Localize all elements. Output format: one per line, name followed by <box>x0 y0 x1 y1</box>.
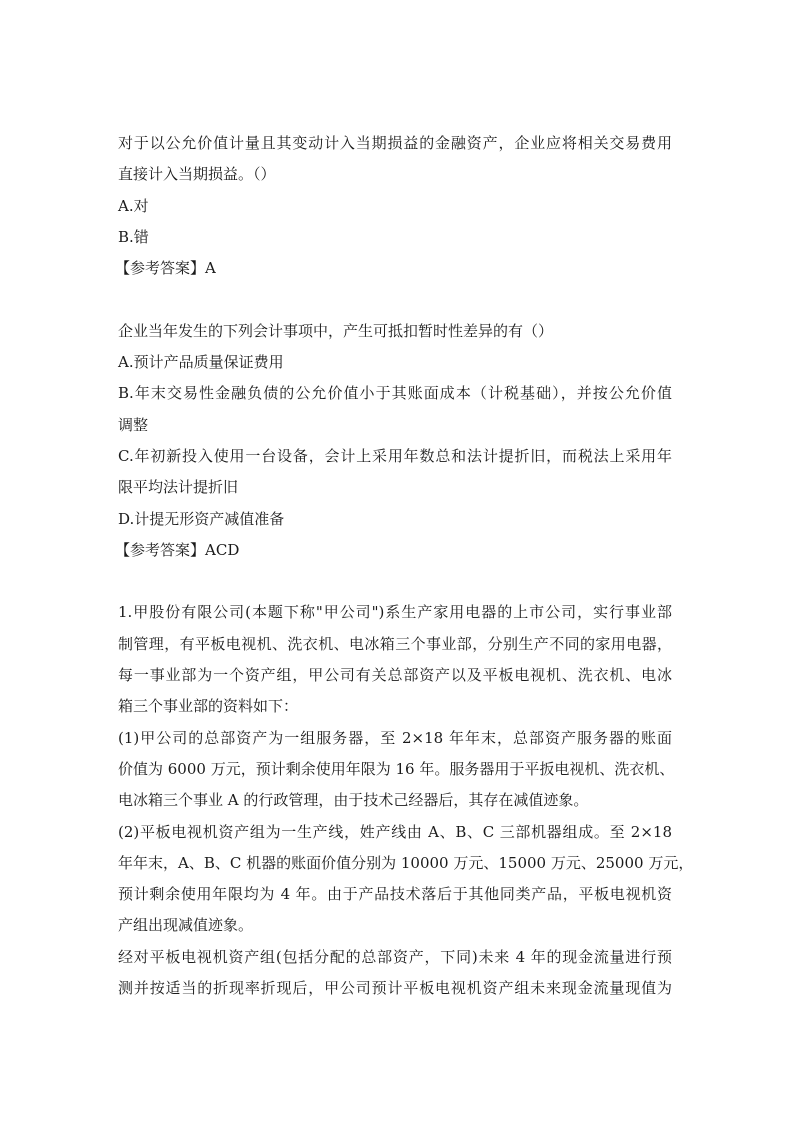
answer-value: ACD <box>205 540 240 559</box>
spacer <box>118 566 674 597</box>
option-d: D.计提无形资产减值准备 <box>118 509 285 528</box>
answer-label: 【参考答案】 <box>115 259 206 278</box>
paragraph-line: 价值为 6000 万元，预计剩余使用年限为 16 年。服务器用于平扳电视机、洗衣机、 <box>118 759 675 778</box>
question-stem-line: 企业当年发生的下列会计事项中，产生可抵扣暂时性差异的有（） <box>118 321 554 340</box>
question-3 <box>118 597 694 1004</box>
option-c-continued: 限平均法计提折旧 <box>118 478 239 497</box>
option-c: C.年初新投入使用一台设备，会计上采用年数总和法计提折旧，而税法上采用年 <box>118 446 672 465</box>
reference-answer <box>115 535 674 566</box>
paragraph-line: 经对平板电视机资产组(包括分配的总部资产，下同)未来 4 年的现金流量进行预 <box>118 947 672 966</box>
paragraph-line: (2)平板电视机资产组为一生产线，姓产线由 A、B、C 三部机器组成。至 2×18 <box>118 822 672 841</box>
question-2 <box>115 316 674 566</box>
option-b: B.错 <box>118 227 149 246</box>
spacer <box>118 284 674 315</box>
document-page <box>115 128 694 1004</box>
option-a: A.预计产品质量保证费用 <box>118 353 284 372</box>
paragraph-line: 箱三个事业部的资料如下： <box>118 697 299 716</box>
paragraph-line: 预计剩余使用年限均为 4 年。由于产品技术落后于其他同类产品，平板电视机资 <box>118 885 672 904</box>
paragraph-line: 1.甲股份有限公司(本题下称"甲公司")系生产家用电器的上市公司，实行事业部 <box>118 603 672 622</box>
reference-answer <box>115 253 674 284</box>
item-1-paragraph <box>118 723 674 817</box>
paragraph-line: 年年末，A、B、C 机器的账面价值分别为 10000 万元、15000 万元、25000 万元， <box>118 853 694 872</box>
option-a: A.对 <box>118 196 149 215</box>
paragraph-line: 测并按适当的折现率折现后，甲公司预计平板电视机资产组未来现金流量现值为 <box>118 979 672 998</box>
paragraph-line: (1)甲公司的总部资产为一组服务器，至 2×18 年年末，总部资产服务器的账面 <box>118 728 672 747</box>
option-b: B.年末交易性金融负债的公允价值小于其账面成本（计税基础），并按公允价值 <box>118 384 672 403</box>
answer-value: A <box>205 259 216 278</box>
paragraph-line: 每一事业部为一个资产组，甲公司有关总部资产以及平板电视机、洗衣机、电冰 <box>118 666 672 685</box>
question-1 <box>115 128 674 284</box>
paragraph-line: 电冰箱三个事业 A 的行政管理，由于技术己经器后，其存在减值迹象。 <box>118 791 589 810</box>
answer-label: 【参考答案】 <box>115 540 206 559</box>
item-2-paragraph <box>118 817 694 942</box>
paragraph-line: 产组出现减值迹象。 <box>118 916 254 935</box>
option-b-continued: 调整 <box>118 415 149 434</box>
cashflow-paragraph <box>118 942 674 1005</box>
paragraph-line: 制管理，有平板电视机、洗衣机、电冰箱三个事业部，分别生产不同的家用电器， <box>118 634 672 653</box>
case-intro-paragraph <box>118 597 674 722</box>
question-stem-line: 直接计入当期损益。（） <box>118 165 276 184</box>
question-stem-line: 对于以公允价值计量且其变动计入当期损益的金融资产，企业应将相关交易费用 <box>118 134 672 152</box>
